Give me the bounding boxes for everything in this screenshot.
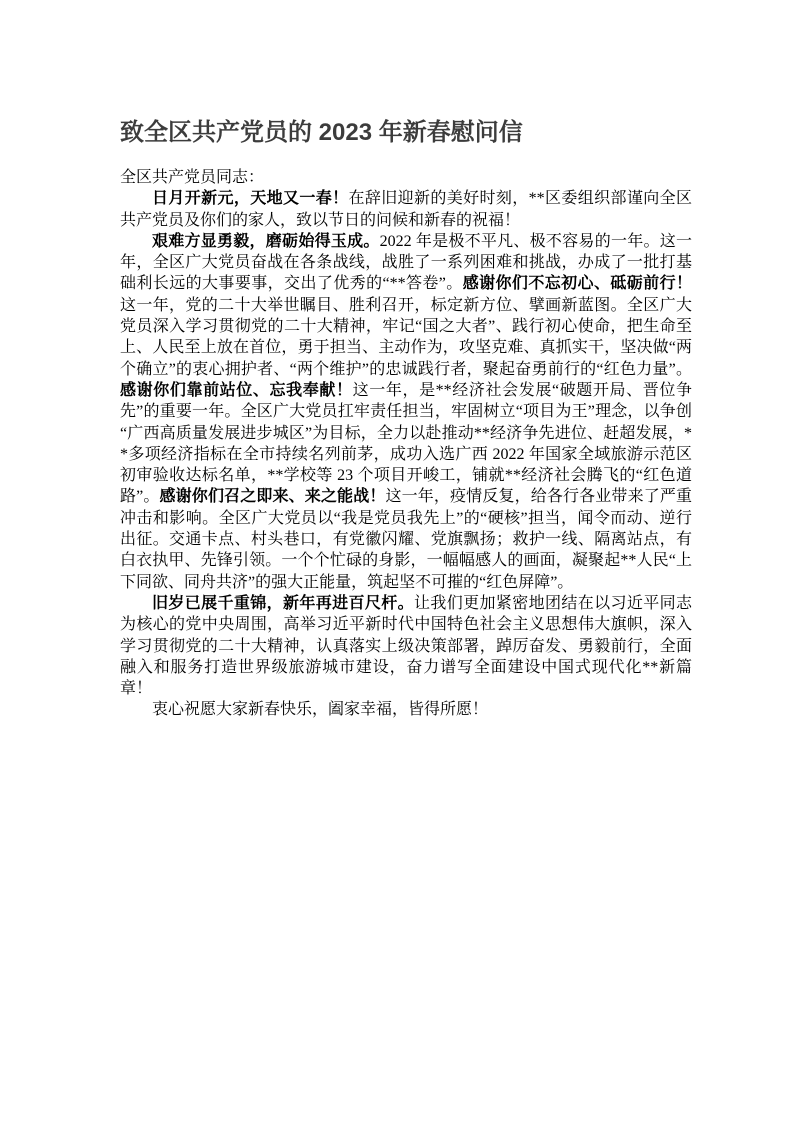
paragraph-opening-greeting: 日月开新元，天地又一春！在辞旧迎新的美好时刻，**区委组织部谨向全区共产党员及你们的家人，致以节日的问候和新春的祝福！ (120, 190, 692, 229)
salutation-line: 全区共产党员同志： (120, 169, 265, 186)
paragraph-closing-wish: 衷心祝愿大家新春快乐，阖家幸福，皆得所愿！ (152, 701, 489, 719)
document-title: 致全区共产党员的 2023 年新春慰问信 (120, 119, 523, 146)
paragraph-new-year-outlook: 旧岁已展千重锦，新年再进百尺杆。让我们更加紧密地团结在以习近平同志为核心的党中央周围，高举习近平新时代中国特色社会主义思想伟大旗帜，深入学习贯彻党的二十大精神，认真落实上级决策部署，踔厉奋发、勇毅前行，全面融入和服务打造世界级旅游城市建设，奋力谱写全面建设中国式现代化**新篇章！ (120, 594, 692, 698)
paragraph-year-review: 艰难方显勇毅，磨砺始得玉成。2022 年是极不平凡、极不容易的一年。这一年，全区广大党员奋战在各条战线，战胜了一系列困难和挑战，办成了一批打基础利长远的大事要事，交出了优秀的“**答卷”。感谢你们不忘初心、砥砺前行！这一年，党的二十大举世瞩目、胜利召开，标定新方位、擘画新蓝图。全区广大党员深入学习贯彻党的二十大精神，牢记“国之大者”、践行初心使命，把生命至上、人民至上放在首位，勇于担当、主动作为，攻坚克难、真抓实干，坚决做“两个确立”的衷心拥护者、“两个维护”的忠诚践行者，聚起奋勇前行的“红色力量”。感谢你们靠前站位、忘我奉献！这一年，是**经济社会发展“破题开局、晋位争先”的重要一年。全区广大党员扛牢责任担当，牢固树立“项目为王”理念，以争创“广西高质量发展进步城区”为目标，全力以赴推动**经济争先进位、赶超发展，**多项经济指标在全市持续名列前茅，成功入选广西 2022 年国家全域旅游示范区初审验收达标名单，**学校等 23 个项目开峻工，铺就**经济社会腾飞的“红色道路”。感谢你们召之即来、来之能战！这一年，疫情反复，给各行各业带来了严重冲击和影响。全区广大党员以“我是党员我先上”的“硬核”担当，闻令而动、逆行出征。交通卡点、村头巷口，有党徽闪耀、党旗飘扬；救护一线、隔离站点，有白衣执甲、先锋引领。一个个忙碌的身影，一幅幅感人的画面，凝聚起**人民“上下同欲、同舟共济”的强大正能量，筑起坚不可摧的“红色屏障”。 (120, 232, 692, 591)
